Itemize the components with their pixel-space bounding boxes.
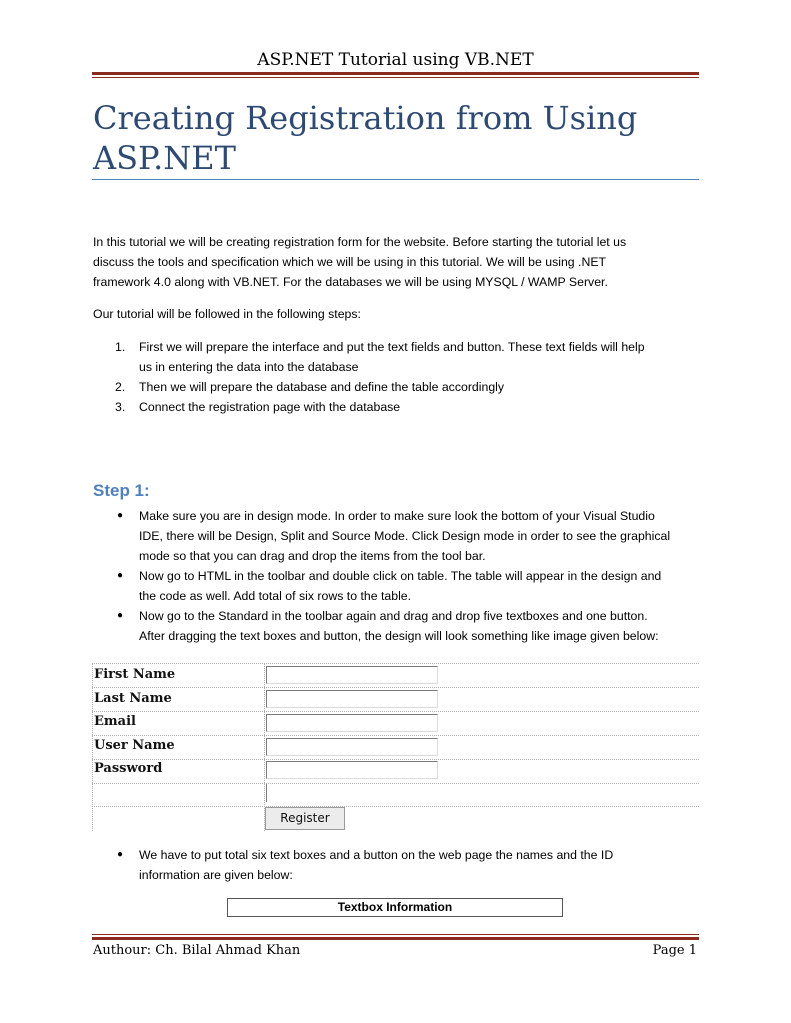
- document-title: [93, 98, 693, 178]
- footer-rule-thin: [92, 934, 699, 935]
- steps-intro: Our tutorial will be followed in the following steps:: [93, 307, 361, 321]
- header-rule-thick: [92, 72, 699, 75]
- textbox-information-header: Textbox Information: [227, 898, 563, 917]
- list-item: [93, 506, 698, 566]
- grid-line: [92, 735, 699, 736]
- list-item-text: Connect the registration page with the database: [139, 400, 401, 414]
- register-button[interactable]: Register: [265, 807, 345, 830]
- list-item: [93, 606, 698, 646]
- list-number: 2.: [115, 380, 126, 394]
- user-name-label: User Name: [94, 738, 175, 753]
- step1-bullets: [93, 506, 698, 646]
- header-rule-thin: [92, 77, 699, 78]
- list-item-text: the code as well. Add total of six rows to the table.: [139, 589, 412, 603]
- steps-list: [93, 337, 698, 417]
- grid-line: [92, 663, 93, 831]
- list-number: 1.: [115, 340, 126, 354]
- list-item-text: us in entering the data into the database: [139, 360, 359, 374]
- page-number: Page 1: [652, 943, 697, 958]
- registration-form-screenshot: [92, 663, 699, 831]
- email-label: Email: [94, 714, 136, 729]
- grid-line: [92, 711, 699, 712]
- password-textbox[interactable]: [266, 761, 438, 779]
- list-number: 3.: [115, 400, 126, 414]
- intro-line: discuss the tools and specification which we will be using in this tutorial. We will be using .NET: [93, 255, 607, 269]
- list-item-text: Now go to HTML in the toolbar and double click on table. The table will appear in the design and: [139, 569, 662, 583]
- list-item-text: First we will prepare the interface and put the text fields and button. These text fields will help: [139, 340, 645, 354]
- title-underline: [92, 179, 699, 180]
- user-name-textbox[interactable]: [266, 738, 438, 756]
- list-item-text: Make sure you are in design mode. In order to make sure look the bottom of your Visual Studio: [139, 509, 655, 523]
- document-title-line2: ASP.NET: [93, 139, 236, 177]
- bullet-icon: ●: [117, 570, 124, 581]
- first-name-textbox[interactable]: [266, 666, 438, 684]
- intro-paragraph: [93, 232, 698, 292]
- bullet-icon: ●: [117, 849, 124, 860]
- password-label: Password: [94, 761, 163, 776]
- list-item-text: After dragging the text boxes and button, the design will look something like image given below:: [139, 629, 659, 643]
- list-item: [93, 337, 698, 377]
- document-title-line1: Creating Registration from Using: [93, 99, 638, 137]
- list-item-text: We have to put total six text boxes and a button on the web page the names and the ID: [139, 848, 614, 862]
- list-item: [93, 377, 698, 397]
- grid-line: [92, 759, 699, 760]
- grid-line: [264, 663, 265, 831]
- list-item-text: mode so that you can drag and drop the items from the tool bar.: [139, 549, 486, 563]
- list-item-text: Now go to the Standard in the toolbar again and drag and drop five textboxes and one button.: [139, 609, 648, 623]
- grid-line: [92, 806, 699, 807]
- grid-line: [92, 687, 699, 688]
- step1-heading: Step 1:: [93, 481, 150, 500]
- list-item-text: IDE, there will be Design, Split and Source Mode. Click Design mode in order to see the graphical: [139, 529, 671, 543]
- last-name-label: Last Name: [94, 691, 172, 706]
- intro-line: In this tutorial we will be creating registration form for the website. Before starting the tutorial let us: [93, 235, 627, 249]
- list-item: [93, 397, 698, 417]
- email-textbox[interactable]: [266, 714, 438, 732]
- list-item: [93, 845, 698, 885]
- intro-line: framework 4.0 along with VB.NET. For the databases we will be using MYSQL / WAMP Server.: [93, 275, 608, 289]
- list-item: [93, 566, 698, 606]
- textbox-bullets: [93, 845, 698, 885]
- page-header-title: ASP.NET Tutorial using VB.NET: [257, 50, 534, 70]
- first-name-label: First Name: [94, 667, 176, 682]
- list-item-text: information are given below:: [139, 868, 293, 882]
- last-name-textbox[interactable]: [266, 690, 438, 708]
- sixth-textbox[interactable]: [266, 784, 438, 802]
- footer-author: Authour: Ch. Bilal Ahmad Khan: [93, 943, 301, 958]
- footer-rule-thick: [92, 937, 699, 940]
- bullet-icon: ●: [117, 610, 124, 621]
- bullet-icon: ●: [117, 510, 124, 521]
- grid-line: [92, 663, 699, 664]
- list-item-text: Then we will prepare the database and define the table accordingly: [139, 380, 505, 394]
